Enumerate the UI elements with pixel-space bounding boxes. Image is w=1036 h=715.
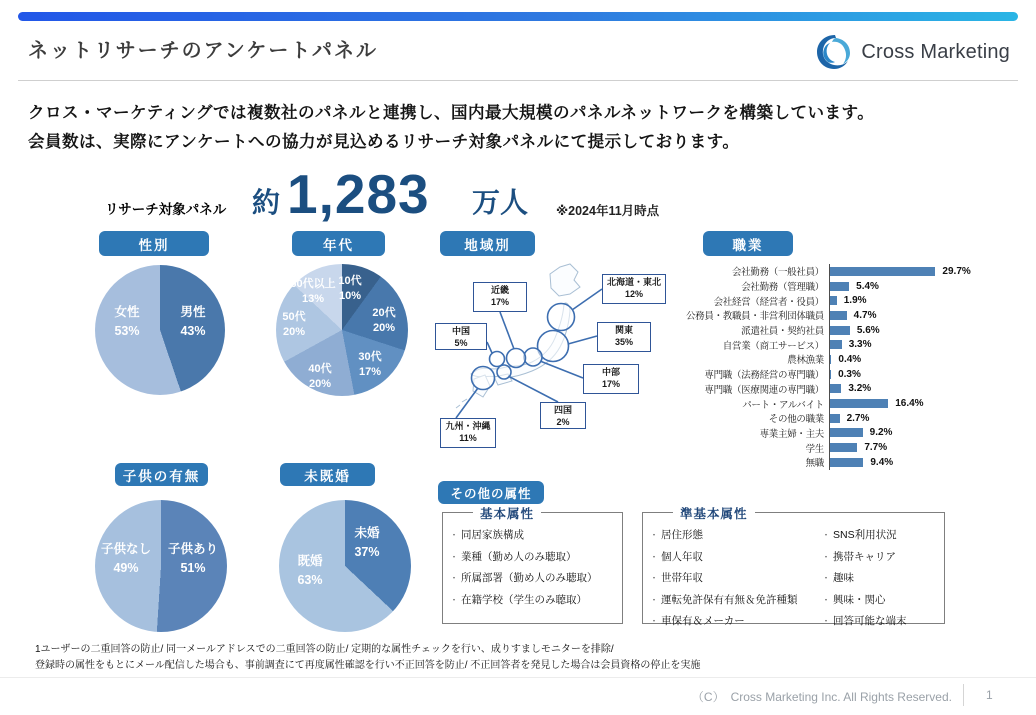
list-item: ・ 世帯年収	[647, 568, 819, 590]
bullet-icon: ・	[649, 594, 659, 605]
list-item: ・ 運転免許保有有無＆免許種類	[647, 590, 819, 612]
occupation-row: 公務員・教職員・非営利団体職員 4.7%	[688, 308, 1028, 323]
bar	[830, 267, 935, 276]
occupation-row: 専門職（医療関連の専門職） 3.2%	[688, 382, 1028, 397]
occupation-row: 会社経営（経営者・役員） 1.9%	[688, 293, 1028, 308]
list-item: ・ 回答可能な端末	[819, 611, 943, 633]
bar	[830, 443, 857, 452]
gender-pie-chart	[95, 265, 225, 395]
occupation-row: 専業主婦・主夫 9.2%	[688, 426, 1028, 441]
occupation-row: 会社勤務（一般社員） 29.7%	[688, 264, 1028, 279]
cross-marketing-logo-icon	[814, 32, 854, 72]
region-circle-kyushu-okinawa	[472, 367, 495, 390]
list-item: ・ 趣味	[819, 568, 943, 590]
bullet-icon: ・	[821, 551, 831, 562]
age-pie-label-40s: 40代 20%	[308, 363, 332, 390]
bar	[830, 282, 849, 291]
headline-label: リサーチ対象パネル	[105, 202, 227, 217]
occupation-row: 無職 9.4%	[688, 455, 1028, 470]
bar	[830, 458, 863, 467]
age-pie-chart	[276, 264, 408, 396]
marital-pie-label-single: 未婚 37%	[354, 526, 380, 560]
bar	[830, 428, 863, 437]
marital-pie-label-married: 既婚 63%	[297, 554, 323, 588]
region-circle-shikoku	[497, 365, 511, 379]
list-item: ・ 個人年収	[647, 547, 819, 569]
bullet-icon: ・	[821, 573, 831, 583]
bar	[830, 384, 841, 393]
list-item: ・ 居住形態	[647, 525, 819, 547]
bullet-icon: ・	[649, 551, 659, 562]
children-pie-label-no: 子供なし 49%	[100, 542, 151, 576]
basic-attributes-list	[447, 525, 622, 611]
list-item: ・ 同居家族構成	[447, 525, 622, 547]
bar	[830, 311, 847, 320]
region-label-chubu: 中部 17%	[583, 364, 639, 394]
region-circle-chugoku	[490, 352, 505, 367]
occupation-row: 自営業（商工サービス） 3.3%	[688, 337, 1028, 352]
footer-divider	[0, 677, 1036, 678]
page-title: ネットリサーチのアンケートパネル	[28, 40, 378, 62]
badge-occupation: 職業	[703, 231, 793, 256]
footnote-line-1: 1ユーザーの二重回答の防止/ 同一メールアドレスでの二重回答の防止/ 定期的な属性チェックを行い、成りすましモニターを排除/	[35, 644, 614, 655]
semi-basic-attributes-box	[642, 507, 945, 627]
semi-basic-attributes-title: 準基本属性	[673, 504, 755, 522]
region-map	[428, 262, 678, 467]
gender-pie-label-male: 男性 43%	[180, 305, 206, 339]
bullet-icon: ・	[449, 594, 459, 605]
bullet-icon: ・	[649, 530, 659, 540]
badge-other-attributes: その他の属性	[438, 481, 544, 504]
bullet-icon: ・	[449, 551, 459, 562]
age-pie-label-50s: 50代 20%	[282, 311, 306, 338]
bar	[830, 326, 850, 335]
badge-children: 子供の有無	[115, 463, 208, 486]
top-accent-bar	[18, 12, 1018, 21]
footer-vertical-divider	[963, 684, 964, 706]
bullet-icon: ・	[649, 573, 659, 583]
region-circle-hokkaido-tohoku	[548, 304, 575, 331]
list-item: ・ 携帯キャリア	[819, 547, 943, 569]
bar	[830, 399, 888, 408]
region-circle-kinki	[507, 349, 526, 368]
marital-pie-chart	[279, 500, 411, 632]
occupation-row: 派遣社員・契約社員 5.6%	[688, 323, 1028, 338]
badge-marital: 未既婚	[280, 463, 375, 486]
occupation-row: 学生 7.7%	[688, 440, 1028, 455]
region-label-kyushu-okinawa: 九州・沖縄 11%	[440, 418, 496, 448]
region-label-shikoku: 四国 2%	[540, 402, 586, 429]
intro-line-2: 会員数は、実際にアンケートへの協力が見込めるリサーチ対象パネルにて提示しております。	[28, 133, 740, 151]
bullet-icon: ・	[449, 530, 459, 540]
badge-region: 地域別	[440, 231, 535, 256]
bullet-icon: ・	[821, 616, 831, 626]
footer-copyright: （C） Cross Marketing Inc. All Rights Reserved.	[691, 690, 952, 704]
age-pie-label-60s: 60代以上 13%	[290, 278, 336, 305]
title-divider	[18, 80, 1018, 81]
list-item: ・ 在籍学校（学生のみ聴取）	[447, 590, 622, 612]
region-label-chugoku: 中国 5%	[435, 323, 487, 350]
semi-basic-attributes-col2	[819, 525, 943, 633]
list-item: ・ SNS利用状況	[819, 525, 943, 547]
occupation-row: 農林漁業 0.4%	[688, 352, 1028, 367]
list-item: ・ 興味・関心	[819, 590, 943, 612]
basic-attributes-box	[442, 507, 623, 624]
footnote	[35, 642, 700, 673]
bar	[830, 340, 842, 349]
headline-approx: 約	[252, 187, 281, 218]
badge-age: 年代	[292, 231, 385, 256]
bullet-icon: ・	[821, 530, 831, 540]
semi-basic-attributes-col1	[647, 525, 819, 633]
list-item: ・ 車保有＆メーカー	[647, 611, 819, 633]
occupation-bar-chart	[685, 264, 1028, 470]
intro-text	[28, 99, 874, 157]
region-label-kanto: 関東 35%	[597, 322, 651, 352]
list-item: ・ 所属部署（勤め人のみ聴取）	[447, 568, 622, 590]
page-number: 1	[986, 688, 993, 702]
cross-marketing-logo	[814, 32, 1010, 72]
headline-date-note: ※2024年11月時点	[556, 204, 660, 218]
occupation-row: その他の職業 2.7%	[688, 411, 1028, 426]
badge-gender: 性別	[99, 231, 209, 256]
list-item: ・ 業種（勤め人のみ聴取）	[447, 547, 622, 569]
bar	[830, 414, 840, 423]
region-circle-chubu	[524, 348, 542, 366]
basic-attributes-title: 基本属性	[473, 504, 541, 522]
children-pie-chart	[95, 500, 227, 632]
region-label-hokkaido-tohoku: 北海道・東北 12%	[602, 274, 666, 304]
region-label-kinki: 近畿 17%	[473, 282, 527, 312]
bullet-icon: ・	[449, 573, 459, 583]
bar	[830, 370, 831, 379]
intro-line-1: クロス・マーケティングでは複数社のパネルと連携し、国内最大規模のパネルネットワークを構築しています。	[28, 104, 875, 122]
occupation-row: パート・アルバイト 16.4%	[688, 396, 1028, 411]
age-pie-label-30s: 30代 17%	[358, 351, 382, 378]
bullet-icon: ・	[649, 616, 659, 626]
occupation-row: 会社勤務（管理職） 5.4%	[688, 279, 1028, 294]
children-pie-label-yes: 子供あり 51%	[167, 542, 218, 576]
footnote-line-2: 登録時の属性をもとにメール配信した場合も、事前調査にて再度属性確認を行い不正回答を防止/ 不正回答者を発見した場合は会員資格の停止を実施	[35, 659, 701, 671]
headline-unit: 万人	[472, 187, 529, 218]
age-pie-label-10s: 10代 10%	[338, 275, 362, 302]
bullet-icon: ・	[821, 594, 831, 605]
cross-marketing-logo-text: Cross Marketing	[861, 40, 1010, 63]
bar	[830, 296, 837, 305]
occupation-row: 専門職（法務経営の専門職） 0.3%	[688, 367, 1028, 382]
bar	[830, 355, 831, 364]
age-pie-label-20s: 20代 20%	[372, 307, 396, 334]
headline-number: 1,283	[287, 163, 430, 225]
gender-pie-label-female: 女性 53%	[114, 305, 140, 339]
